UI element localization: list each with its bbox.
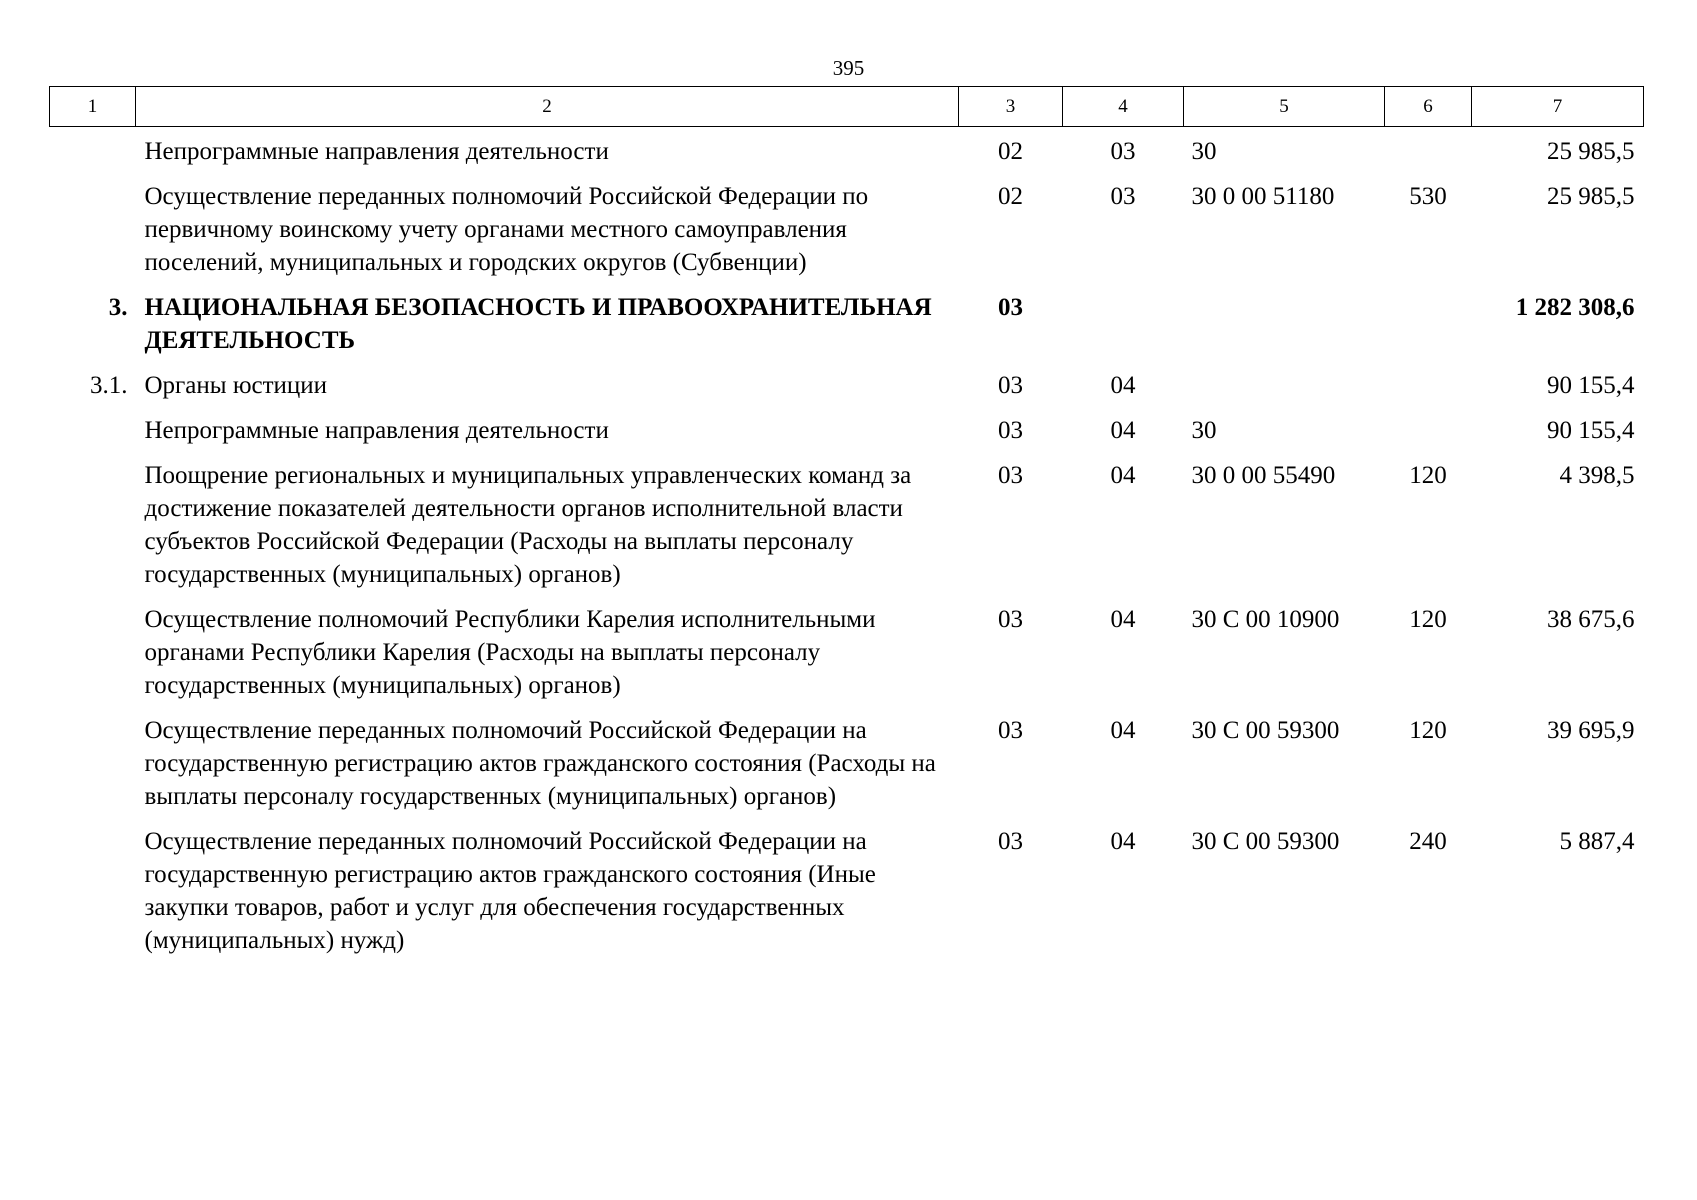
row-section: 03 (998, 717, 1023, 744)
table-header (50, 87, 1644, 127)
row-section: 03 (998, 294, 1023, 321)
row-subsection: 04 (1110, 717, 1136, 744)
column-header: 2 (136, 87, 959, 127)
row-sum: 1 282 308,6 (1515, 294, 1635, 321)
row-sum: 25 985,5 (1547, 138, 1635, 165)
row-name: Осуществление полномочий Республики Карелия исполнительными органами Республики Карелия (Расходы на выплаты персоналу государственных (муниципальных) органов) (144, 606, 876, 699)
row-number (50, 406, 136, 451)
row-number (50, 172, 136, 283)
row-subsection: 03 (1110, 138, 1136, 165)
row-subsection (1063, 283, 1184, 361)
row-sum: 4 398,5 (1559, 462, 1635, 489)
row-target-article: 30 (1191, 138, 1217, 165)
row-expense-type (1385, 406, 1472, 451)
row-target-article: 30 С 00 59300 (1191, 828, 1340, 855)
row-subsection: 04 (1110, 372, 1136, 399)
row-number (50, 451, 136, 595)
row-expense-type: 530 (1409, 183, 1447, 210)
column-header: 3 (959, 87, 1063, 127)
row-sum: 25 985,5 (1547, 183, 1635, 210)
row-target-article: 30 С 00 59300 (1191, 717, 1340, 744)
row-name: Поощрение региональных и муниципальных управленческих команд за достижение показателей деятельности органов исполнительной власти субъектов Российской Федерации (Расходы на выплаты персоналу государственных (муниципальных) органов) (144, 462, 912, 588)
row-name: Непрограммные направления деятельности (144, 138, 609, 165)
row-section: 03 (998, 606, 1023, 633)
row-number: 3. (108, 294, 128, 321)
table-row (50, 451, 1644, 595)
row-section: 03 (998, 462, 1023, 489)
row-target-article: 30 С 00 10900 (1191, 606, 1340, 633)
table-row (50, 127, 1644, 173)
row-expense-type: 120 (1409, 606, 1447, 633)
column-header: 6 (1385, 87, 1472, 127)
row-expense-type: 120 (1409, 462, 1447, 489)
table-row (50, 172, 1644, 283)
table-row (50, 595, 1644, 706)
row-section: 03 (998, 828, 1023, 855)
row-section: 02 (998, 138, 1023, 165)
table-row (50, 406, 1644, 451)
row-number (50, 595, 136, 706)
row-name: Органы юстиции (144, 372, 328, 399)
table-row (50, 283, 1644, 361)
column-header: 1 (50, 87, 136, 127)
row-target-article (1184, 361, 1385, 406)
row-subsection: 04 (1110, 606, 1136, 633)
row-section: 03 (998, 417, 1023, 444)
row-name: Осуществление переданных полномочий Российской Федерации на государственную регистрацию актов гражданского состояния (Иные закупки товаров, работ и услуг для обеспечения государственных (муниципальных) нужд) (144, 828, 876, 954)
row-subsection: 04 (1110, 462, 1136, 489)
header-row (50, 87, 1644, 127)
row-number (50, 127, 136, 173)
table-body (50, 127, 1644, 962)
row-expense-type (1385, 361, 1472, 406)
column-header: 7 (1472, 87, 1644, 127)
row-subsection: 04 (1110, 417, 1136, 444)
row-number (50, 817, 136, 961)
row-name: Осуществление переданных полномочий Российской Федерации на государственную регистрацию актов гражданского состояния (Расходы на выплаты персоналу государственных (муниципальных) органов) (144, 717, 936, 810)
row-subsection: 03 (1110, 183, 1136, 210)
column-header: 5 (1184, 87, 1385, 127)
row-name: НАЦИОНАЛЬНАЯ БЕЗОПАСНОСТЬ И ПРАВООХРАНИТЕЛЬНАЯ ДЕЯТЕЛЬНОСТЬ (144, 294, 932, 354)
row-sum: 90 155,4 (1547, 417, 1635, 444)
table-row (50, 361, 1644, 406)
row-number: 3.1. (90, 372, 128, 399)
row-section: 03 (998, 372, 1023, 399)
row-target-article: 30 0 00 55490 (1191, 462, 1336, 489)
row-number (50, 706, 136, 817)
row-target-article: 30 (1191, 417, 1217, 444)
row-section: 02 (998, 183, 1023, 210)
table-row (50, 706, 1644, 817)
row-sum: 5 887,4 (1559, 828, 1635, 855)
row-expense-type (1385, 127, 1472, 173)
row-name: Осуществление переданных полномочий Российской Федерации по первичному воинскому учету органами местного самоуправления поселений, муниципальных и городских округов (Субвенции) (144, 183, 869, 276)
table-row (50, 817, 1644, 961)
row-sum: 39 695,9 (1547, 717, 1635, 744)
page-number: 395 (832, 56, 865, 80)
row-target-article (1184, 283, 1385, 361)
row-expense-type (1385, 283, 1472, 361)
row-name: Непрограммные направления деятельности (144, 417, 609, 444)
row-expense-type: 120 (1409, 717, 1447, 744)
row-sum: 38 675,6 (1547, 606, 1635, 633)
row-target-article: 30 0 00 51180 (1191, 183, 1335, 210)
column-header: 4 (1063, 87, 1184, 127)
row-expense-type: 240 (1409, 828, 1447, 855)
row-sum: 90 155,4 (1547, 372, 1635, 399)
budget-table (49, 86, 1644, 961)
row-subsection: 04 (1110, 828, 1136, 855)
